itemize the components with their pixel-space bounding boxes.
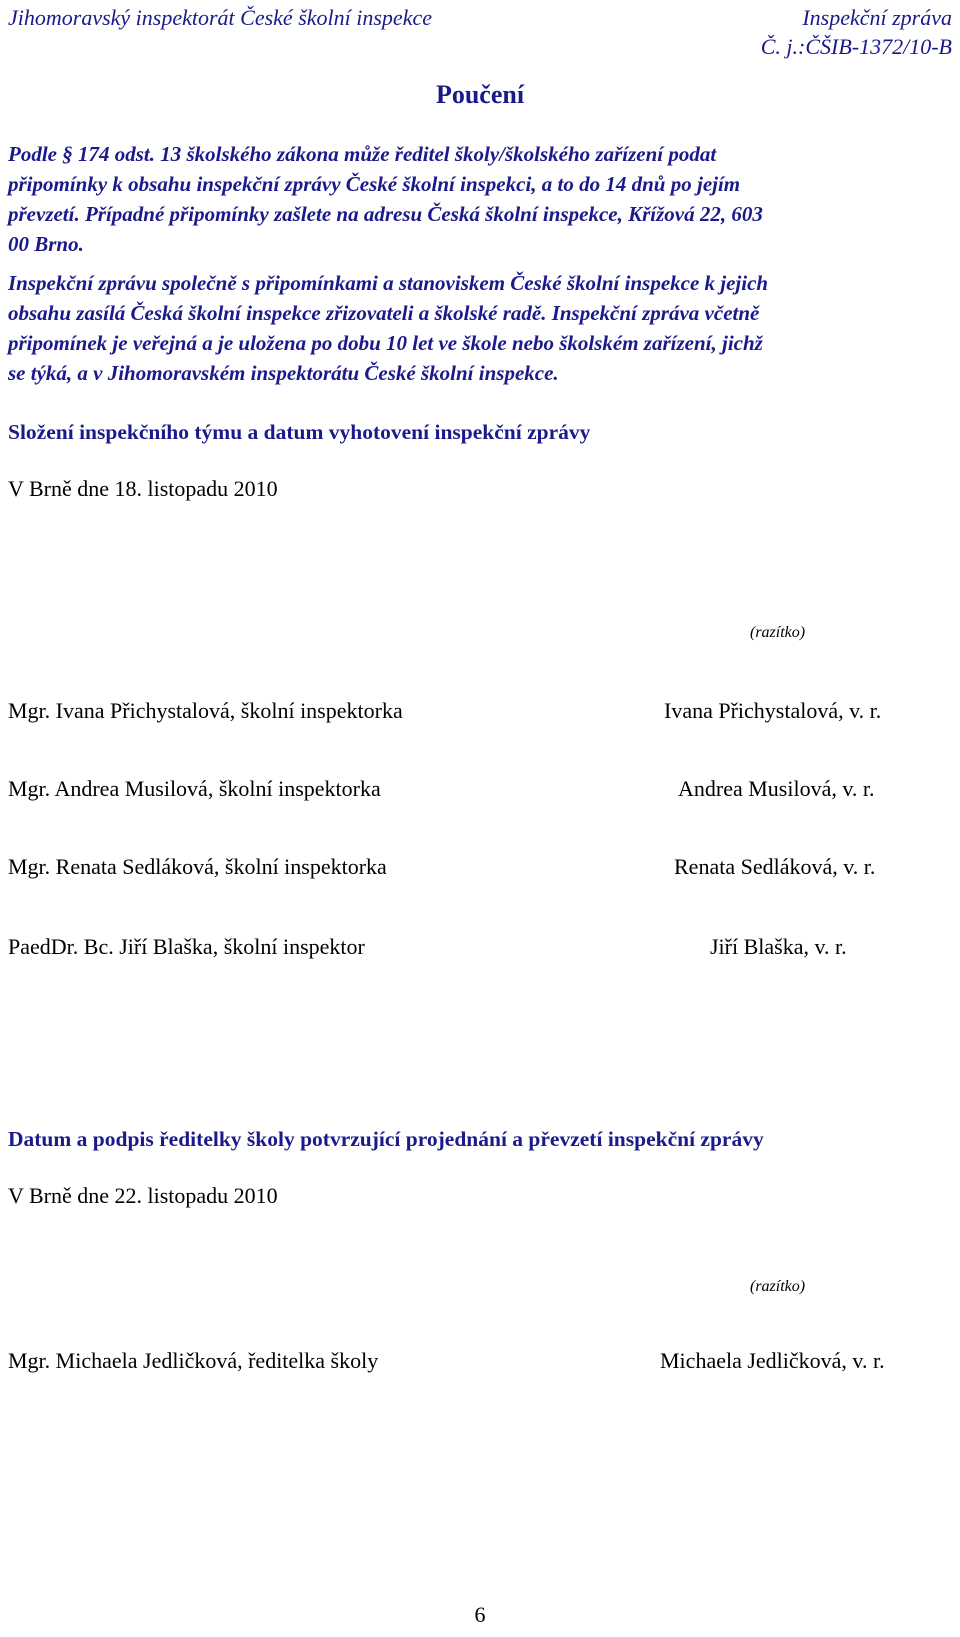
team-member-signature: Andrea Musilová, v. r. (678, 776, 875, 801)
team-section-heading: Složení inspekčního týmu a datum vyhotovení inspekční zprávy (8, 420, 591, 444)
paragraph-line: 00 Brno. (8, 232, 84, 256)
team-member-name: PaedDr. Bc. Jiří Blaška, školní inspektor (8, 934, 365, 959)
director-section-heading: Datum a podpis ředitelky školy potvrzující projednání a převzetí inspekční zprávy (8, 1127, 764, 1151)
paragraph-line: se týká, a v Jihomoravském inspektorátu České školní inspekce. (8, 361, 559, 385)
page-number: 6 (474, 1602, 486, 1627)
paragraph-line: převzetí. Případné připomínky zašlete na adresu Česká školní inspekce, Křížová 22, 603 (8, 202, 763, 226)
team-member-signature: Ivana Přichystalová, v. r. (664, 698, 882, 723)
director-stamp-placeholder: (razítko) (750, 1278, 806, 1295)
team-section-date: V Brně dne 18. listopadu 2010 (8, 476, 278, 501)
paragraph-line: Inspekční zprávu společně s připomínkami a stanoviskem České školní inspekce k jejich (8, 271, 769, 295)
team-member-name: Mgr. Renata Sedláková, školní inspektorka (8, 854, 387, 879)
paragraph-line: připomínky k obsahu inspekční zprávy České školní inspekci, a to do 14 dnů po jejím (8, 172, 741, 196)
paragraph-distribution (8, 268, 952, 388)
team-member-signature: Jiří Blaška, v. r. (710, 934, 847, 959)
director-name: Mgr. Michaela Jedličková, ředitelka školy (8, 1348, 379, 1373)
team-member-name: Mgr. Andrea Musilová, školní inspektorka (8, 776, 381, 801)
paragraph-line: připomínek je veřejná a je uložena po dobu 10 let ve škole nebo školském zařízení, jichž (8, 331, 763, 355)
header-inspectorate: Jihomoravský inspektorát České školní inspekce (8, 5, 432, 30)
header-reference-number: Č. j.:ČŠIB-1372/10-B (760, 34, 952, 59)
director-signature: Michaela Jedličková, v. r. (660, 1348, 885, 1373)
paragraph-notice (8, 139, 952, 259)
director-section-date: V Brně dne 22. listopadu 2010 (8, 1183, 278, 1208)
paragraph-line: Podle § 174 odst. 13 školského zákona může ředitel školy/školského zařízení podat (8, 142, 717, 166)
paragraph-line: obsahu zasílá Česká školní inspekce zřizovateli a školské radě. Inspekční zpráva včetně (8, 301, 760, 325)
page-title: Poučení (435, 80, 525, 109)
header-report-label: Inspekční zpráva (802, 5, 952, 30)
team-stamp-placeholder: (razítko) (750, 624, 806, 641)
team-member-name: Mgr. Ivana Přichystalová, školní inspektorka (8, 698, 403, 723)
team-member-signature: Renata Sedláková, v. r. (674, 854, 876, 879)
